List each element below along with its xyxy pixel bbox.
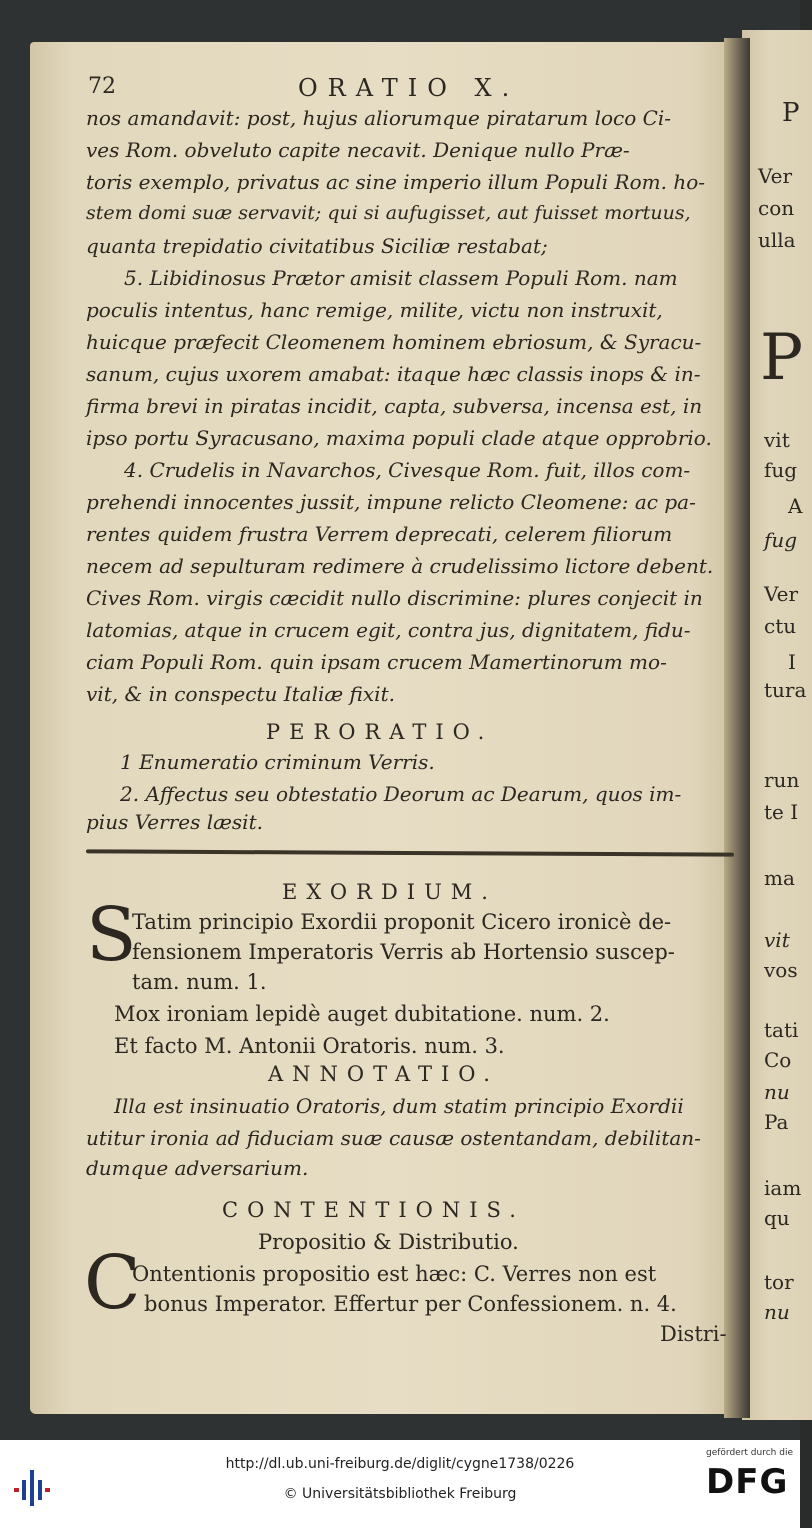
text-line: huicque præfecit Cleomenem hominem ebriosum, & Syracu- <box>86 330 702 354</box>
facing-fragment: con <box>758 196 795 220</box>
facing-fragment: Ver <box>764 582 799 606</box>
text-line: prehendi innocentes jussit, impune relicto Cleomene: ac pa- <box>86 490 696 514</box>
page-gutter <box>724 38 750 1418</box>
funding-note: gefördert durch die <box>706 1448 793 1458</box>
facing-fragment: fug <box>764 458 798 482</box>
contentionis-dropcap: C <box>84 1240 141 1326</box>
facing-fragment: tor <box>764 1270 794 1294</box>
facing-page-edge <box>742 30 812 1420</box>
text-line: tam. num. 1. <box>132 970 267 994</box>
text-line: sanum, cujus uxorem amabat: itaque hæc classis inops & in- <box>86 362 701 386</box>
facing-fragment: iam <box>764 1176 802 1200</box>
catchword: Distri- <box>660 1322 727 1346</box>
facing-fragment: qu <box>764 1206 790 1230</box>
facing-fragment: Pa <box>764 1110 789 1134</box>
text-line: vit, & in conspectu Italiæ fixit. <box>86 682 395 706</box>
page-number: 72 <box>88 74 116 99</box>
facing-fragment: P <box>782 98 800 128</box>
text-line: quanta trepidatio civitatibus Siciliæ restabat; <box>86 234 548 258</box>
text-line: Et facto M. Antonii Oratoris. num. 3. <box>114 1034 505 1058</box>
facing-fragment: vit <box>764 928 790 952</box>
text-line: utitur ironia ad fiduciam suæ causæ ostentandam, debilitan- <box>86 1126 701 1150</box>
text-line: 5. Libidinosus Prætor amisit classem Populi Rom. nam <box>124 266 678 290</box>
text-line: 4. Crudelis in Navarchos, Civesque Rom. fuit, illos com- <box>124 458 691 482</box>
text-line: firma brevi in piratas incidit, capta, subversa, incensa est, in <box>86 394 703 418</box>
text-line: necem ad sepulturam redimere à crudelissimo lictore debent. <box>86 554 714 578</box>
text-line: poculis intentus, hanc remige, milite, victu non instruxit, <box>86 298 663 322</box>
exordium-dropcap: S <box>86 892 137 978</box>
facing-fragment: Co <box>764 1048 792 1072</box>
peroratio-item: 1 Enumeratio criminum Verris. <box>120 750 435 774</box>
text-line: latomias, atque in crucem egit, contra jus, dignitatem, fidu- <box>86 618 691 642</box>
peroratio-item: pius Verres læsit. <box>86 810 263 834</box>
dfg-logo: DFG <box>706 1462 789 1502</box>
text-line: rentes quidem frustra Verrem deprecati, celerem filiorum <box>86 522 673 546</box>
text-line: nos amandavit: post, hujus aliorumque piratarum loco Ci- <box>86 106 672 130</box>
contentionis-heading: CONTENTIONIS. <box>222 1198 525 1222</box>
peroratio-item: 2. Affectus seu obtestatio Deorum ac Dearum, quos im- <box>120 782 682 806</box>
text-line: Tatim principio Exordii proponit Cicero ironicè de- <box>132 910 672 934</box>
facing-fragment: ctu <box>764 614 797 638</box>
text-line: Ontentionis propositio est hæc: C. Verres non est <box>132 1262 657 1286</box>
facing-fragment: fug <box>764 528 798 552</box>
exordium-heading: EXORDIUM. <box>282 880 497 904</box>
text-line: ves Rom. obveluto capite necavit. Denique nullo Præ- <box>86 138 630 162</box>
facing-fragment: A <box>788 494 803 518</box>
annotatio-heading: ANNOTATIO. <box>268 1062 499 1086</box>
contentionis-subheading: Propositio & Distributio. <box>258 1230 519 1254</box>
facing-fragment: Ver <box>758 164 793 188</box>
facing-fragment: run <box>764 768 800 792</box>
text-line: dumque adversarium. <box>86 1156 309 1180</box>
text-line: Mox ironiam lepidè auget dubitatione. num. 2. <box>114 1002 610 1026</box>
text-line: bonus Imperator. Effertur per Confessionem. n. 4. <box>144 1292 677 1316</box>
facing-fragment: I <box>788 650 796 674</box>
running-title: ORATIO X. <box>298 74 520 102</box>
facing-fragment: tati <box>764 1018 799 1042</box>
facing-fragment: nu <box>764 1300 790 1324</box>
text-line: ipso portu Syracusano, maxima populi clade atque opprobrio. <box>86 426 712 450</box>
viewer-footer <box>0 1440 800 1528</box>
facing-fragment: te I <box>764 800 799 824</box>
facing-fragment: P <box>760 321 804 395</box>
facing-fragment: ulla <box>758 228 796 252</box>
copyright-notice: © Universitätsbibliothek Freiburg <box>283 1486 517 1502</box>
facing-fragment: vit <box>764 428 790 452</box>
facing-fragment: nu <box>764 1080 790 1104</box>
facing-fragment: vos <box>764 958 798 982</box>
text-line: Illa est insinuatio Oratoris, dum statim principio Exordii <box>114 1094 684 1118</box>
text-line: Cives Rom. virgis cæcidit nullo discrimine: plures conjecit in <box>86 586 703 610</box>
text-line: fensionem Imperatoris Verris ab Hortensio suscep- <box>132 940 675 964</box>
facing-fragment: ma <box>764 866 795 890</box>
text-line: stem domi suæ servavit; qui si aufugisset, aut fuisset mortuus, <box>86 202 691 224</box>
text-line: ciam Populi Rom. quin ipsam crucem Mamertinorum mo- <box>86 650 667 674</box>
facing-fragment: tura <box>764 678 807 702</box>
peroratio-heading: PERORATIO. <box>266 720 494 744</box>
source-url-link[interactable]: http://dl.ub.uni-freiburg.de/diglit/cygne1738/0226 <box>225 1456 575 1472</box>
text-line: toris exemplo, privatus ac sine imperio illum Populi Rom. ho- <box>86 170 705 194</box>
